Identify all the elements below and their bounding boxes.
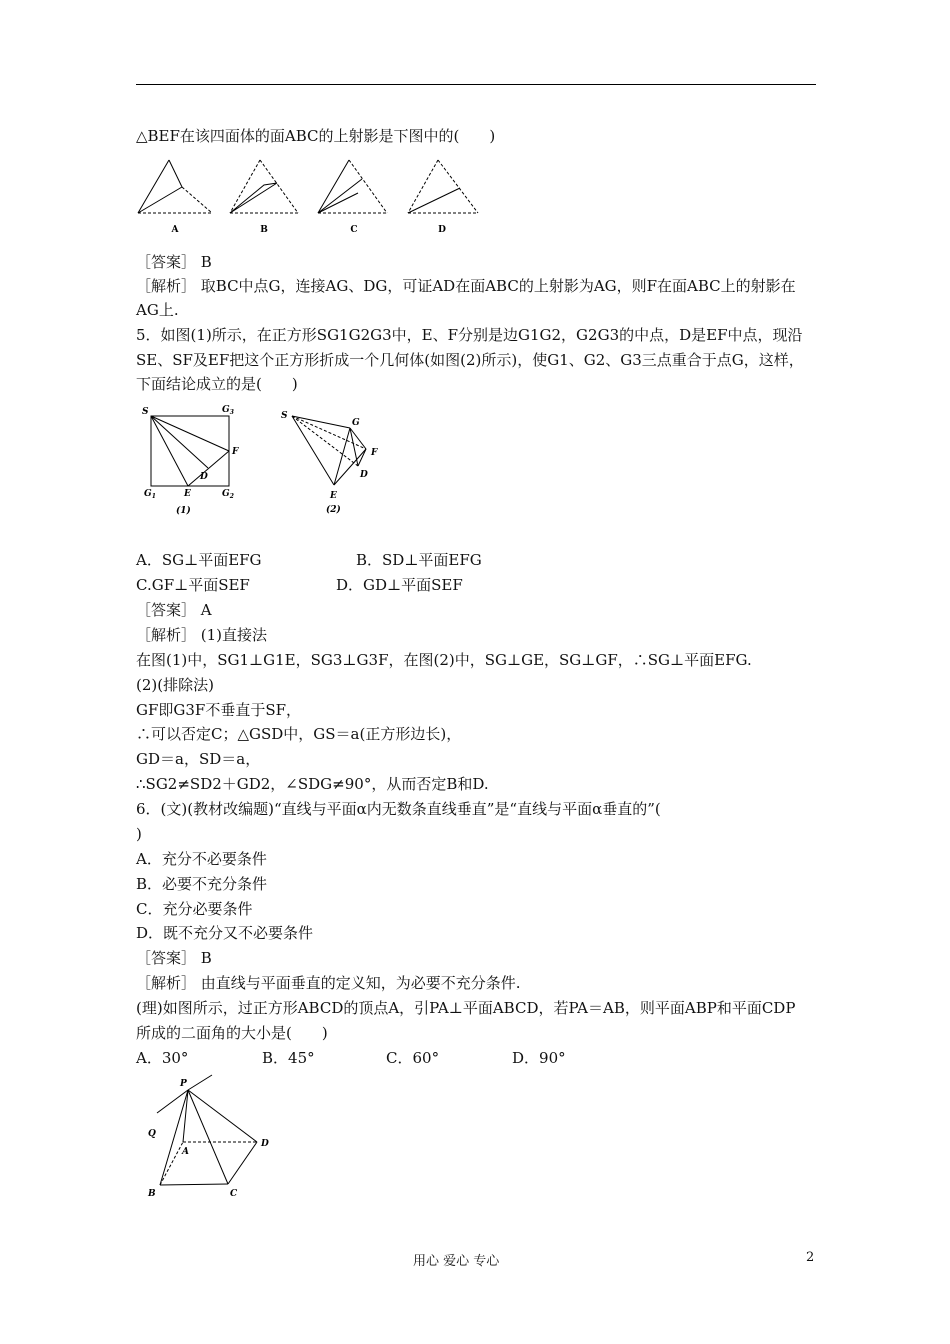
figure-caption: (2) (326, 505, 341, 515)
q6-answer: ［答案］ B (136, 949, 212, 967)
q4-option-label: D (438, 225, 446, 235)
point-label-s: S (142, 407, 149, 417)
point-label-d: D (261, 1139, 269, 1149)
point-label-s: S (281, 411, 288, 421)
q6-stem-cont: ) (136, 825, 142, 843)
q5-figure-2 (278, 405, 388, 520)
point-label-a: A (182, 1147, 189, 1157)
q5-analysis: 在图(1)中，SG1⊥G1E，SG3⊥G3F，在图(2)中，SG⊥GE，SG⊥GF，∴SG⊥平面EFG. (136, 651, 752, 669)
q4-stem: △BEF在该四面体的面ABC的上射影是下图中的( ) (136, 127, 496, 145)
q4-analysis-cont: AG上. (136, 301, 179, 319)
q6-li-stem: 所成的二面角的大小是( ) (136, 1024, 328, 1042)
point-label-e: E (184, 489, 191, 499)
q5-stem: 5．如图(1)所示，在正方形SG1G2G3中，E、F分别是边G1G2，G2G3的中点，D是EF中点，现沿 (136, 326, 803, 344)
q6-option-c: C．充分必要条件 (136, 900, 253, 918)
point-label-g2: $G_2$ (222, 489, 234, 500)
q5-stem: 下面结论成立的是( ) (136, 375, 298, 393)
q5-option-b: B．SD⊥平面EFG (356, 551, 482, 569)
point-label-g3: $G_3$ (222, 405, 234, 416)
point-label-f: F (371, 448, 378, 458)
q6-li-option-c: C．60° (386, 1049, 440, 1067)
point-label-g: G (352, 418, 360, 428)
q6-li-stem: (理)如图所示，过正方形ABCD的顶点A，引PA⊥平面ABCD，若PA＝AB，则平面ABP和平面CDP (136, 999, 796, 1017)
q5-answer: ［答案］ A (136, 601, 212, 619)
point-label-g1: $G_1$ (144, 489, 156, 500)
point-label-f: F (232, 447, 239, 457)
point-label-b: B (148, 1189, 156, 1199)
q5-stem: SE、SF及EF把这个正方形折成一个几何体(如图(2)所示)，使G1、G2、G3三点重合于点G，这样， (136, 351, 804, 369)
q5-analysis: ∴SG2≠SD2＋GD2，∠SDG≠90°，从而否定B和D. (136, 775, 489, 793)
figure-caption: (1) (176, 506, 191, 516)
q6-li-option-d: D．90° (512, 1049, 566, 1067)
page-number: 2 (806, 1250, 815, 1265)
point-label-q: Q (148, 1129, 156, 1139)
q5-analysis: ∴可以否定C；△GSD中，GS＝a(正方形边长)， (136, 725, 462, 743)
point-label-p: P (180, 1079, 187, 1089)
q6-stem: 6．(文)(教材改编题)“直线与平面α内无数条直线垂直”是“直线与平面α垂直的”( (136, 800, 661, 818)
point-label-d: D (360, 470, 368, 480)
q6-li-option-a: A．30° (136, 1049, 189, 1067)
q4-option-label: A (171, 225, 179, 235)
q4-option-label: B (260, 225, 268, 235)
point-label-c: C (230, 1189, 238, 1199)
q6-option-b: B．必要不充分条件 (136, 875, 268, 893)
q5-option-c: C.GF⊥平面SEF (136, 576, 250, 594)
q6-pyramid-figure (140, 1070, 290, 1205)
q4-answer: ［答案］ B (136, 253, 212, 271)
q6-analysis: ［解析］ 由直线与平面垂直的定义知，为必要不充分条件. (136, 974, 521, 992)
footer-slogan: 用心 爱心 专心 (413, 1254, 500, 1269)
point-label-e: E (330, 491, 337, 501)
q6-option-d: D．既不充分又不必要条件 (136, 924, 314, 942)
q5-analysis-head: ［解析］ (1)直接法 (136, 626, 268, 644)
q6-option-a: A．充分不必要条件 (136, 850, 267, 868)
q4-options-figure (130, 155, 500, 240)
q5-analysis: (2)(排除法) (136, 676, 214, 694)
q6-li-option-b: B．45° (262, 1049, 315, 1067)
q5-option-d: D．GD⊥平面SEF (336, 576, 463, 594)
q5-figure-1 (138, 400, 248, 520)
point-label-d: D (200, 472, 208, 482)
q5-analysis: GD＝a，SD＝a， (136, 750, 261, 768)
q4-analysis: ［解析］ 取BC中点G，连接AG、DG，可证AD在面ABC的上射影为AG，则F在面ABC上的射影在 (136, 277, 796, 295)
q5-option-a: A．SG⊥平面EFG (136, 551, 262, 569)
q4-option-label: C (350, 225, 358, 235)
q5-analysis: GF即G3F不垂直于SF， (136, 701, 302, 719)
header-rule (136, 84, 816, 85)
